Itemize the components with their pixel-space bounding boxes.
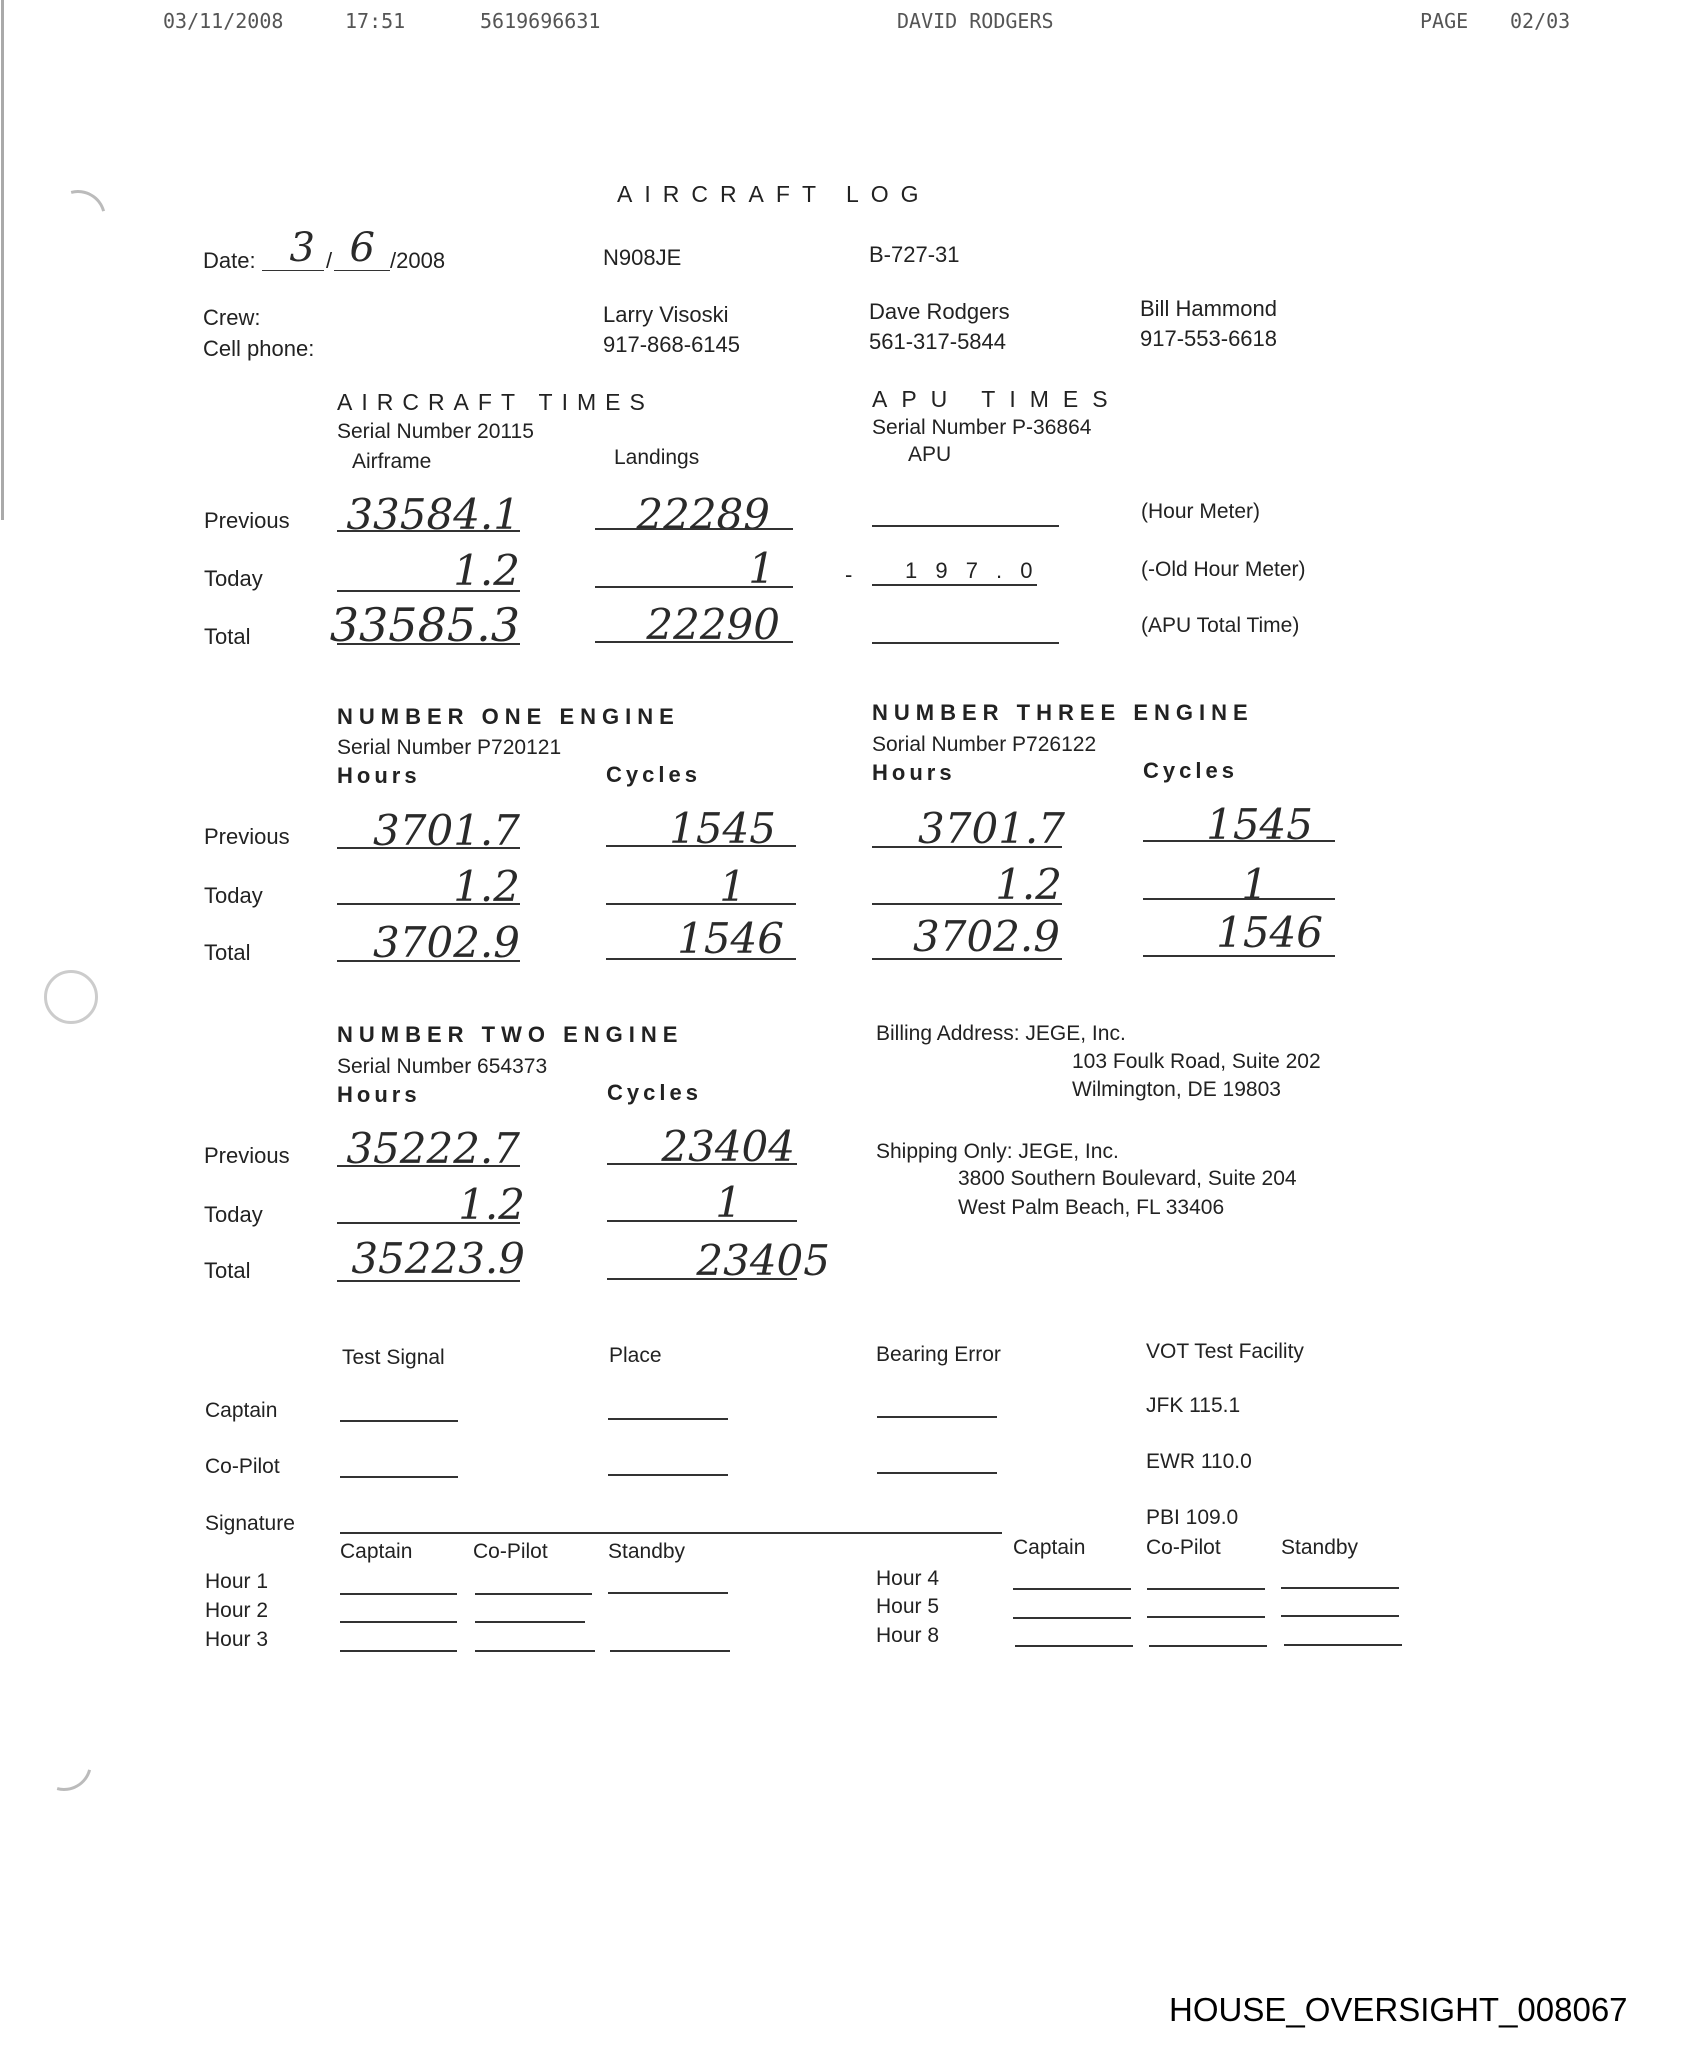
hour-4-captain-field[interactable]: [1013, 1588, 1131, 1590]
place-header: Place: [609, 1344, 662, 1367]
hour-3-label: Hour 3: [205, 1628, 269, 1651]
punch-hole-top: [40, 180, 116, 256]
engine-two-cycles-total: 23405: [696, 1236, 830, 1285]
shipping-address-label: Shipping Only: JEGE, Inc.: [876, 1140, 1119, 1163]
date-day: 6: [349, 225, 375, 271]
apu-serial: Serial Number P-36864: [872, 416, 1092, 439]
landings-today-line: [595, 586, 793, 588]
engine-three-cycles-total: 1546: [1216, 908, 1323, 957]
aircraft-times-heading: AIRCRAFT TIMES: [337, 389, 654, 415]
punch-hole-middle: [44, 970, 98, 1024]
engine-two-hours-label: Hours: [337, 1082, 421, 1107]
hour-8-standby-field[interactable]: [1284, 1644, 1402, 1646]
test-signal-header: Test Signal: [342, 1346, 445, 1369]
fax-time: 17:51: [345, 9, 406, 33]
engine-one-cycles-label: Cycles: [606, 762, 701, 787]
landings-total-line: [595, 641, 793, 643]
engine-one-cycles-total: 1546: [677, 914, 784, 963]
airframe-today: 1.2: [453, 546, 520, 595]
row-label-today: Today: [204, 566, 263, 591]
line: [606, 958, 796, 960]
co-pilot-bearing-error-field[interactable]: [877, 1472, 997, 1474]
engine-one-hours-total: 3702.9: [373, 918, 520, 967]
bates-number: HOUSE_OVERSIGHT_008067: [1169, 1991, 1628, 2028]
hour-1-co-pilot-field[interactable]: [475, 1593, 592, 1595]
row-label-previous: Previous: [204, 824, 290, 849]
crew-name: Bill Hammond: [1140, 296, 1277, 321]
line: [337, 960, 520, 962]
line: [1143, 955, 1335, 957]
airframe-previous: 33584.1: [346, 490, 520, 539]
engine-three-hours-previous: 3701.7: [918, 804, 1065, 853]
line: [337, 1280, 520, 1282]
date-day-line: [334, 270, 390, 271]
captain-place-field[interactable]: [608, 1418, 728, 1420]
hour-2-co-pilot-field[interactable]: [475, 1621, 585, 1623]
co-pilot-place-field[interactable]: [608, 1474, 728, 1476]
engine-two-heading: NUMBER TWO ENGINE: [337, 1022, 684, 1047]
fax-phone: 5619696631: [480, 9, 601, 33]
engine-three-hours-total: 3702.9: [913, 912, 1060, 961]
row-label-today: Today: [204, 1202, 263, 1227]
fax-page-number: 02/03: [1510, 9, 1571, 33]
engine-one-hours-label: Hours: [337, 763, 421, 788]
grid-right-captain-header: Captain: [1013, 1536, 1086, 1559]
fax-sender: DAVID RODGERS: [897, 9, 1054, 33]
landings-previous: 22289: [636, 490, 770, 539]
captain-test-signal-field[interactable]: [340, 1420, 458, 1422]
hour-1-label: Hour 1: [205, 1570, 269, 1593]
engine-one-cycles-today: 1: [719, 862, 746, 911]
apu-label: APU: [908, 443, 952, 466]
landings-today: 1: [748, 544, 775, 593]
hour-3-co-pilot-field[interactable]: [475, 1650, 595, 1652]
grid-right-co-pilot-header: Co-Pilot: [1146, 1536, 1221, 1559]
engine-three-hours-today: 1.2: [995, 860, 1062, 909]
vot-facility-pbi: PBI 109.0: [1146, 1506, 1239, 1529]
hour-8-co-pilot-field[interactable]: [1149, 1645, 1267, 1647]
grid-left-standby-header: Standby: [608, 1540, 686, 1563]
hour-5-standby-field[interactable]: [1281, 1615, 1399, 1617]
line: [1143, 840, 1335, 842]
tail-number: N908JE: [603, 245, 682, 270]
fax-date: 03/11/2008: [163, 9, 284, 33]
engine-three-cycles-today: 1: [1241, 860, 1268, 909]
hour-1-standby-field[interactable]: [608, 1592, 728, 1594]
apu-old-hour-meter-line: [872, 584, 1037, 586]
vot-facility-ewr: EWR 110.0: [1146, 1450, 1252, 1473]
apu-hour-meter-label: (Hour Meter): [1141, 500, 1261, 523]
grid-right-standby-header: Standby: [1281, 1536, 1359, 1559]
hour-2-label: Hour 2: [205, 1599, 269, 1622]
crew-phone: 561-317-5844: [869, 329, 1007, 354]
shipping-address-line1: 3800 Southern Boulevard, Suite 204: [958, 1167, 1297, 1190]
engine-three-cycles-label: Cycles: [1143, 758, 1238, 783]
row-label-previous: Previous: [204, 1143, 290, 1168]
engine-three-cycles-previous: 1545: [1206, 800, 1313, 849]
engine-one-serial: Serial Number P720121: [337, 736, 562, 759]
date-label: Date:: [203, 248, 256, 273]
engine-one-hours-today: 1.2: [453, 862, 520, 911]
hour-8-captain-field[interactable]: [1015, 1645, 1133, 1647]
engine-three-hours-label: Hours: [872, 760, 956, 785]
crew-phone: 917-553-6618: [1140, 326, 1278, 351]
line: [606, 903, 796, 905]
apu-total-time-label: (APU Total Time): [1141, 614, 1300, 637]
row-label-total: Total: [204, 624, 251, 649]
engine-two-cycles-today: 1: [715, 1178, 742, 1227]
vot-row-captain: Captain: [205, 1399, 278, 1422]
vot-row-co-pilot: Co-Pilot: [205, 1455, 280, 1478]
apu-times-heading: APU TIMES: [872, 386, 1122, 412]
row-label-previous: Previous: [204, 508, 290, 533]
aircraft-type: B-727-31: [869, 242, 960, 267]
line: [607, 1220, 797, 1222]
bearing-error-header: Bearing Error: [876, 1343, 1001, 1366]
billing-address-label: Billing Address: JEGE, Inc.: [876, 1022, 1126, 1045]
apu-old-hour-meter-label: (-Old Hour Meter): [1141, 558, 1306, 581]
co-pilot-test-signal-field[interactable]: [340, 1476, 458, 1478]
crew-phone: 917-868-6145: [603, 332, 741, 357]
engine-two-hours-total: 35223.9: [351, 1234, 525, 1283]
airframe-label: Airframe: [352, 450, 432, 473]
aircraft-serial: Serial Number 20115: [337, 420, 534, 443]
grid-left-captain-header: Captain: [340, 1540, 413, 1563]
crew-name: Larry Visoski: [603, 302, 729, 327]
hour-4-label: Hour 4: [876, 1567, 940, 1590]
grid-left-co-pilot-header: Co-Pilot: [473, 1540, 548, 1563]
date-month-line: [262, 270, 324, 271]
airframe-previous-line: [337, 530, 520, 532]
hour-5-co-pilot-field[interactable]: [1147, 1616, 1265, 1618]
engine-two-serial: Serial Number 654373: [337, 1055, 548, 1078]
hour-3-captain-field[interactable]: [340, 1650, 457, 1652]
engine-three-heading: NUMBER THREE ENGINE: [872, 700, 1254, 725]
line: [606, 845, 796, 847]
line: [337, 847, 520, 849]
hour-3-standby-field[interactable]: [610, 1650, 730, 1652]
date-year: /2008: [390, 248, 446, 273]
hour-1-captain-field[interactable]: [340, 1593, 457, 1595]
hour-4-co-pilot-field[interactable]: [1147, 1588, 1265, 1590]
airframe-total-line: [337, 643, 520, 645]
hour-8-label: Hour 8: [876, 1624, 940, 1647]
row-label-today: Today: [204, 883, 263, 908]
engine-two-hours-today: 1.2: [458, 1180, 525, 1229]
captain-bearing-error-field[interactable]: [877, 1416, 997, 1418]
date-month: 3: [289, 225, 315, 271]
hour-2-captain-field[interactable]: [340, 1621, 457, 1623]
hour-4-standby-field[interactable]: [1281, 1587, 1399, 1589]
crew-name: Dave Rodgers: [869, 299, 1010, 324]
shipping-address-line2: West Palm Beach, FL 33406: [958, 1196, 1225, 1219]
fax-page-label: PAGE: [1420, 9, 1469, 33]
row-label-total: Total: [204, 1258, 251, 1283]
apu-minus: -: [845, 562, 853, 587]
page-title: AIRCRAFT LOG: [617, 181, 931, 207]
line: [872, 903, 1062, 905]
crew-label: Crew:: [203, 305, 261, 330]
billing-address-line2: Wilmington, DE 19803: [1072, 1078, 1281, 1101]
engine-two-cycles-label: Cycles: [607, 1080, 702, 1105]
apu-old-hour-meter-value: 1 9 7 . 0: [905, 558, 1039, 583]
vot-facility-header: VOT Test Facility: [1146, 1340, 1304, 1363]
landings-total: 22290: [646, 600, 780, 649]
engine-two-hours-previous: 35222.7: [346, 1124, 520, 1173]
scan-margin-edge: [1, 0, 4, 520]
engine-three-serial: Sorial Number P726122: [872, 733, 1097, 756]
landings-label: Landings: [614, 446, 700, 469]
apu-total-line: [872, 642, 1059, 644]
line: [872, 958, 1062, 960]
line: [337, 1222, 520, 1224]
airframe-total: 33585.3: [329, 598, 520, 652]
line: [1143, 898, 1335, 900]
billing-address-line1: 103 Foulk Road, Suite 202: [1072, 1050, 1321, 1073]
punch-hole-bottom: [26, 1725, 102, 1801]
engine-one-hours-previous: 3701.7: [373, 806, 520, 855]
date-sep: /: [326, 248, 333, 273]
engine-one-cycles-previous: 1545: [669, 804, 776, 853]
engine-one-heading: NUMBER ONE ENGINE: [337, 704, 680, 729]
vot-facility-jfk: JFK 115.1: [1146, 1394, 1241, 1417]
engine-two-cycles-previous: 23404: [661, 1122, 795, 1171]
line: [607, 1163, 797, 1165]
hour-5-captain-field[interactable]: [1013, 1617, 1131, 1619]
line: [607, 1278, 797, 1280]
line: [337, 1165, 520, 1167]
row-label-total: Total: [204, 940, 251, 965]
line: [872, 846, 1062, 848]
hour-5-label: Hour 5: [876, 1595, 940, 1618]
landings-previous-line: [595, 528, 793, 530]
line: [337, 903, 520, 905]
airframe-today-line: [337, 590, 520, 592]
signature-label: Signature: [205, 1512, 295, 1535]
apu-hour-meter-line: [872, 525, 1059, 527]
signature-field[interactable]: [340, 1532, 1002, 1534]
cell-phone-label: Cell phone:: [203, 336, 315, 361]
